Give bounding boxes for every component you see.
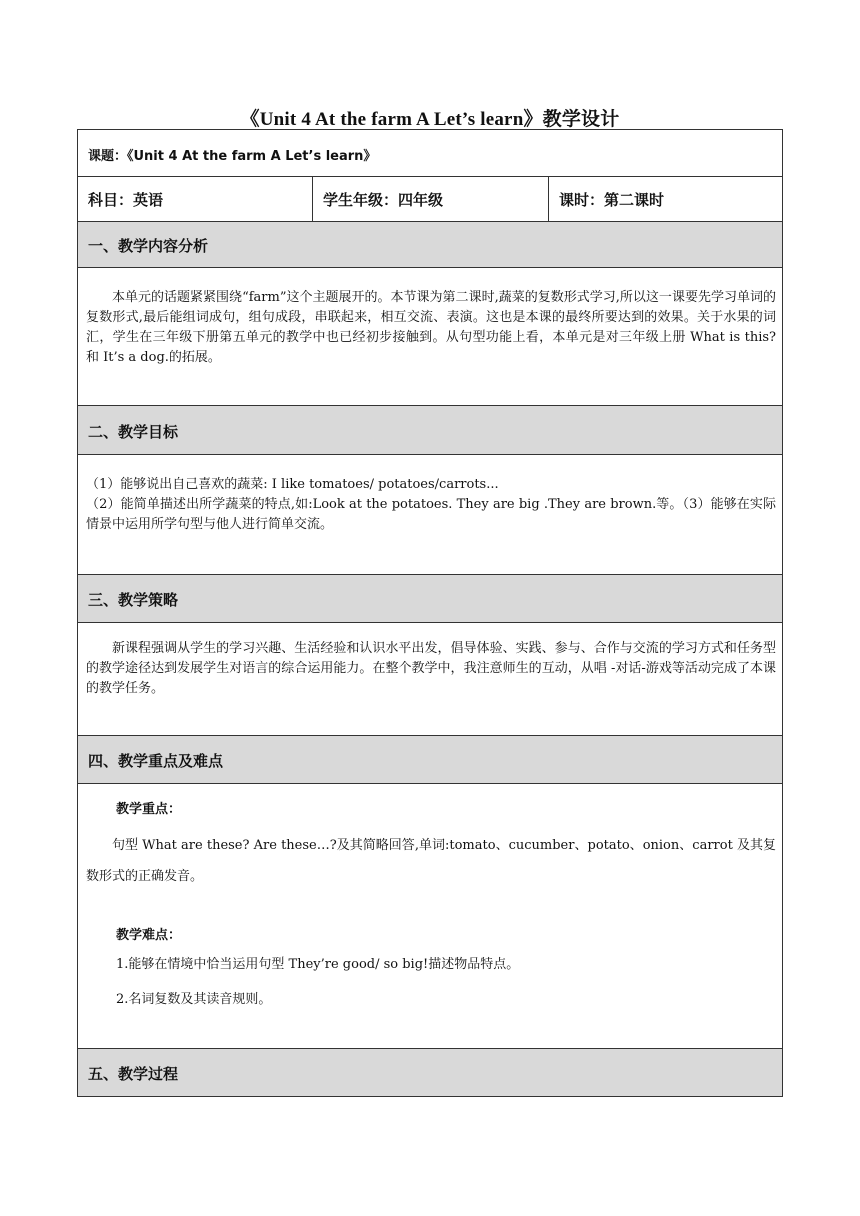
- section-heading-strategy: [78, 575, 782, 623]
- lesson-plan-table: [77, 129, 783, 1097]
- grade-cell: [312, 177, 548, 221]
- document-title: 《Unit 4 At the farm A Let’s learn》教学设计: [240, 109, 620, 130]
- section-body-objectives: [78, 455, 782, 575]
- section-heading-process: [78, 1049, 782, 1096]
- difficulty-label: 教学难点：: [116, 928, 182, 943]
- section-heading-objectives: [78, 406, 782, 455]
- strategy-text: 新课程强调从学生的学习兴趣、生活经验和认识水平出发，倡导体验、实践、参与、合作与交流的学习方式和任务型的教学途径达到发展学生对语言的综合运用能力。在整个教学中，我注意师生的互动，从唱 -对话-游戏等活动完成了本课的教学任务。: [86, 641, 776, 696]
- section-title: 四、教学重点及难点: [88, 752, 224, 770]
- topic-label: 课题：《Unit 4 At the farm A Let’s learn》: [88, 149, 377, 164]
- topic-row: [78, 130, 782, 177]
- objective-line-2: （2）能简单描述出所学蔬菜的特点,如:Look at the potatoes. They are big .They are brown.等。（3）能够在实际情景中运用所学句型与他人进行简单交流。: [86, 497, 776, 532]
- section-title: 三、教学策略: [88, 591, 179, 609]
- grade-label: 学生年级：四年级: [323, 191, 444, 209]
- section-title: 五、教学过程: [88, 1065, 179, 1083]
- period-label: 课时：第二课时: [559, 191, 665, 209]
- section-title: 一、教学内容分析: [88, 237, 209, 255]
- subject-cell: [78, 177, 312, 221]
- difficulty-item-2: 2.名词复数及其读音规则。: [116, 992, 272, 1007]
- objective-line-1: （1）能够说出自己喜欢的蔬菜: I like tomatoes/ potatoes/carrots...: [86, 477, 499, 492]
- section-body-key-points: [78, 784, 782, 1049]
- section-title: 二、教学目标: [88, 423, 179, 441]
- section-heading-content-analysis: [78, 222, 782, 268]
- subject-label: 科目：英语: [88, 191, 164, 209]
- section-heading-key-points: [78, 736, 782, 784]
- difficulty-item-1: 1.能够在情境中恰当运用句型 They’re good/ so big!描述物品特点。: [116, 957, 520, 972]
- section-body-content-analysis: [78, 268, 782, 406]
- content-analysis-text: 本单元的话题紧紧围绕“farm”这个主题展开的。本节课为第二课时,蔬菜的复数形式学习,所以这一课要先学习单词的复数形式,最后能组词成句，组句成段，串联起来，相互交流、表演。这也是本课的最终所要达到的效果。关于水果的词汇，学生在三年级下册第五单元的教学中也已经初步接触到。从句型功能上看，本单元是对三年级上册 What is this? 和 It’s a dog.的拓展。: [86, 290, 776, 365]
- focus-text: 句型 What are these? Are these…?及其简略回答,单词:tomato、cucumber、potato、onion、carrot 及其复数形式的正确发音。: [86, 838, 776, 884]
- section-body-strategy: [78, 623, 782, 736]
- focus-label: 教学重点：: [116, 802, 182, 817]
- info-row: [78, 177, 782, 222]
- period-cell: [548, 177, 782, 221]
